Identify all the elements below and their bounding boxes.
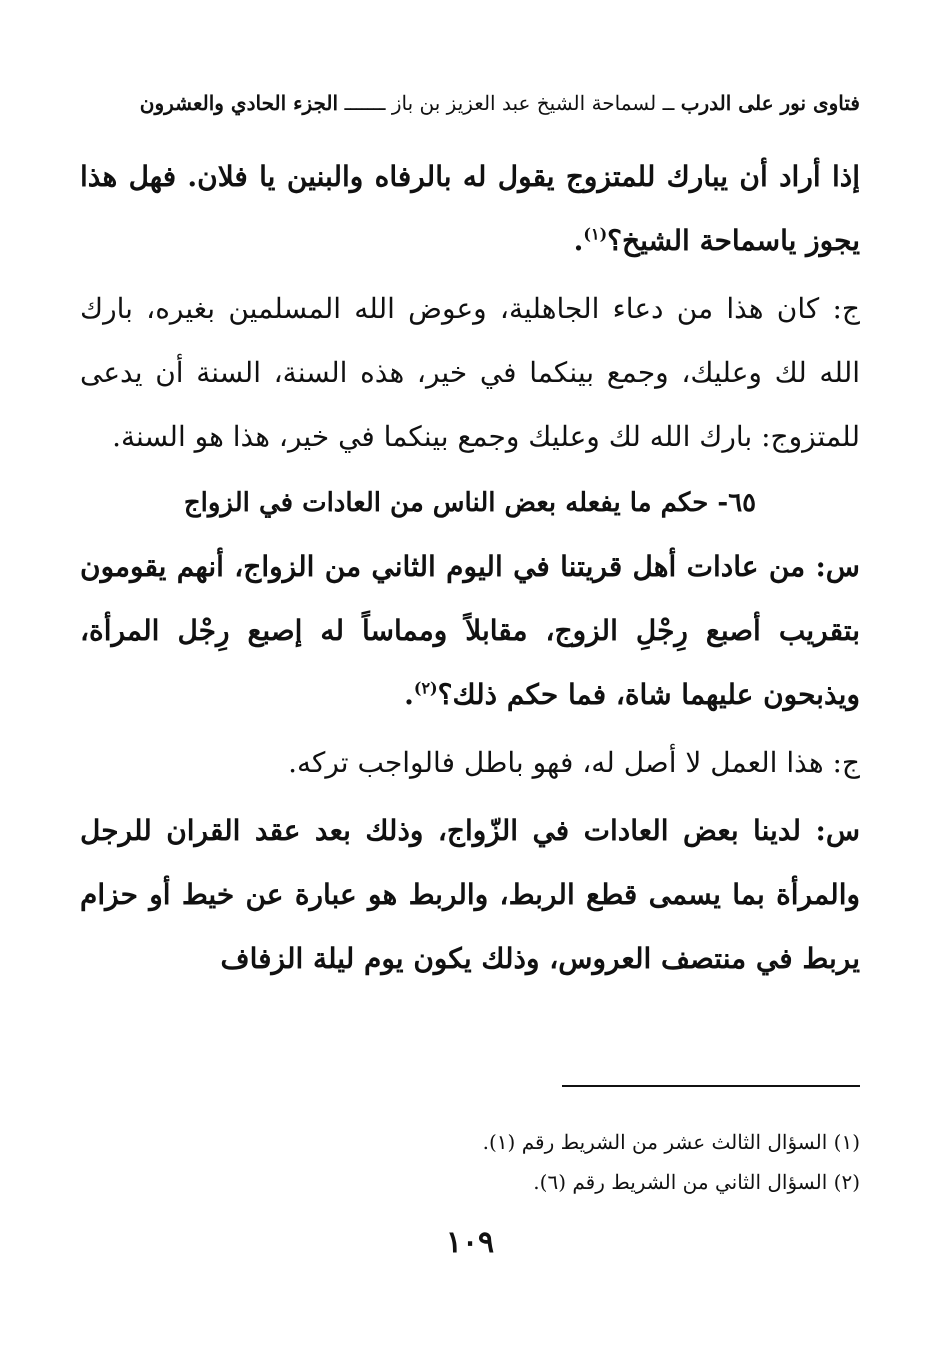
volume-title: الجزء الحادي والعشرون bbox=[139, 91, 339, 115]
page-content bbox=[80, 145, 860, 991]
answer-paragraph: ج: كان هذا من دعاء الجاهلية، وعوض الله المسلمين بغيره، بارك الله لك وعليك، وجمع بينكما في خير، هذه السنة، السنة أن يدعى للمتزوج: بارك الله لك وعليك وجمع بينكما في خير، هذا هو السنة. bbox=[80, 292, 860, 453]
header-separator: ـــــــ bbox=[338, 91, 392, 115]
question-paragraph bbox=[80, 145, 860, 273]
author-name: لسماحة الشيخ عبد العزيز بن باز bbox=[391, 91, 657, 115]
footnote-marker: (١) bbox=[583, 224, 608, 244]
paragraph-end: . bbox=[573, 224, 584, 257]
footnote: (٢) السؤال الثاني من الشريط رقم (٦). bbox=[533, 1170, 860, 1194]
page-number: ١٠٩ bbox=[445, 1225, 495, 1260]
paragraph-text: س: من عادات أهل قريتنا في اليوم الثاني من الزواج، أنهم يقومون بتقريب أصبع رِجْلِ الزوج، مقابلاً ومماساً له إصبع رِجْل المرأة، ويذبحون عليهما شاة، فما حكم ذلك؟ bbox=[80, 550, 860, 711]
footnote: (١) السؤال الثالث عشر من الشريط رقم (١). bbox=[482, 1130, 860, 1154]
question-paragraph: س: لدينا بعض العادات في الزّواج، وذلك بعد عقد القران للرجل والمرأة بما يسمى قطع الربط، والربط هو عبارة عن خيط أو حزام يربط في منتصف العروس، وذلك يكون يوم ليلة الزفاف bbox=[80, 814, 860, 975]
book-title: فتاوى نور على الدرب bbox=[680, 91, 860, 115]
header-separator: ــ bbox=[656, 91, 681, 115]
footnote-divider bbox=[562, 1085, 860, 1087]
running-header bbox=[80, 88, 860, 118]
answer-paragraph: ج: هذا العمل لا أصل له، فهو باطل فالواجب تركه. bbox=[288, 746, 860, 779]
paragraph-text: إذا أراد أن يبارك للمتزوج يقول له بالرفاه والبنين يا فلان. فهل هذا يجوز ياسماحة الشيخ؟ bbox=[80, 160, 860, 257]
paragraph-end: . bbox=[404, 678, 414, 711]
footnotes bbox=[80, 1122, 860, 1202]
question-paragraph bbox=[80, 535, 860, 727]
footnote-marker: (٢) bbox=[413, 678, 438, 698]
section-heading: ٦٥- حكم ما يفعله بعض الناس من العادات في الزواج bbox=[183, 488, 757, 518]
